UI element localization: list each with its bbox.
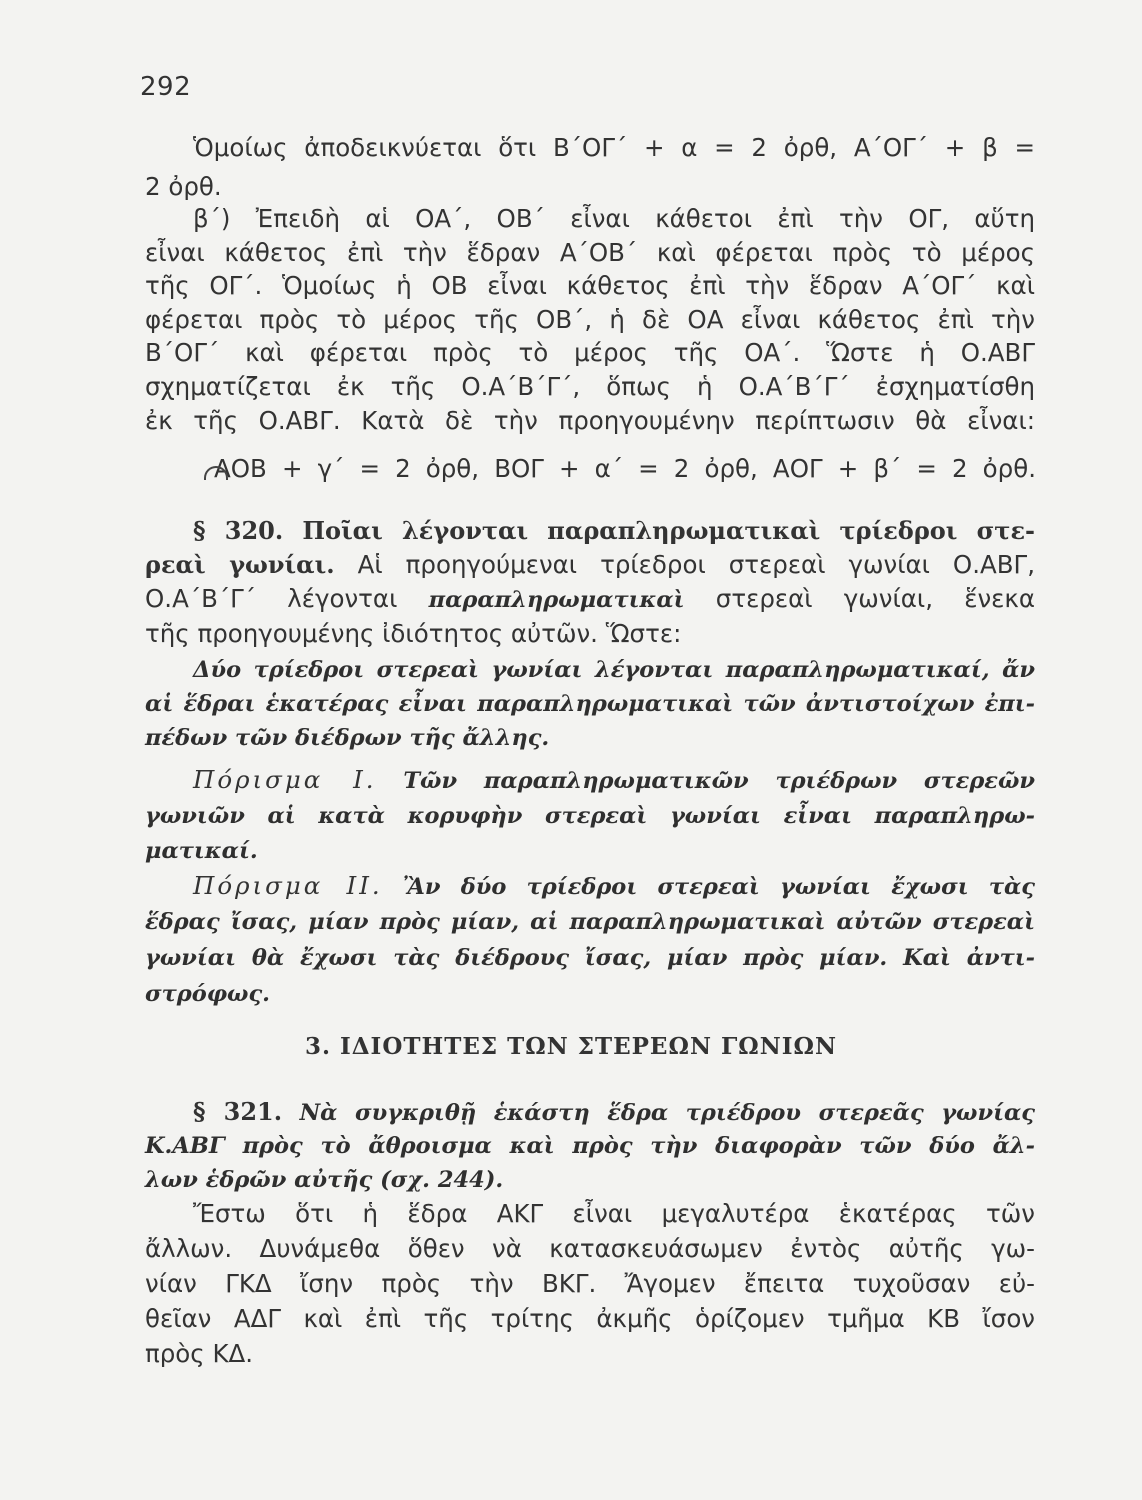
formula-text: ΑΟΒ + γ΄ = 2 ὀρθ, ΒΟΓ + α΄ = 2 ὀρθ, ΑΟΓ + β΄ = 2 ὀρθ. xyxy=(214,454,1036,483)
page-number: 292 xyxy=(140,72,192,102)
text-line-12 xyxy=(145,550,1035,580)
corollary-1-text: Τῶν παραπληρωματικῶν τριέδρων στερεῶν xyxy=(403,768,1036,794)
section-321-number: § 321. xyxy=(193,1097,283,1126)
corollary-1-line-1 xyxy=(193,765,1035,796)
corollary-2-line-2: ἕδρας ἴσας, μίαν πρὸς μίαν, αἱ παραπληρωματικαὶ αὐτῶν στερεαὶ xyxy=(145,909,1035,935)
text-line-8: σχηματίζεται ἐκ τῆς Ο.Α΄Β΄Γ΄, ὅπως ἡ Ο.Α΄Β΄Γ΄ ἐσχηματίσθη xyxy=(145,372,1035,401)
section-320-heading: § 320. Ποῖαι λέγονται παραπληρωματικαὶ τρίεδροι στε- xyxy=(193,516,1035,545)
text-line-29: ἄλλων. Δυνάμεθα ὅθεν νὰ κατασκευάσωμεν ἐντὸς αὐτῆς γω- xyxy=(145,1234,1035,1263)
corollary-2-line-1 xyxy=(193,871,1035,902)
text-line-9: ἐκ τῆς Ο.ΑΒΓ. Κατὰ δὲ τὴν προηγουμένην περίπτωσιν θὰ εἶναι: xyxy=(145,406,1035,435)
section-321-line-1 xyxy=(193,1097,1035,1128)
section-320-text: Αἱ προηγούμεναι τρίεδροι στερεαὶ γωνίαι Ο.ΑΒΓ, xyxy=(357,550,1035,579)
text-line-3: β΄) Ἐπειδὴ αἱ ΟΑ΄, ΟΒ΄ εἶναι κάθετοι ἐπὶ τὴν ΟΓ, αὕτη xyxy=(193,204,1035,233)
section-heading: 3. ΙΔΙΟΤΗΤΕΣ ΤΩΝ ΣΤΕΡΕΩΝ ΓΩΝΙΩΝ xyxy=(304,1033,838,1060)
text-line-31: θεῖαν ΑΔΓ καὶ ἐπὶ τῆς τρίτης ἀκμῆς ὁρίζομεν τμῆμα ΚΒ ἴσον xyxy=(145,1304,1035,1333)
definition-line-1: Δύο τρίεδροι στερεαὶ γωνίαι λέγονται παραπληρωματικαί, ἄν xyxy=(193,657,1035,683)
corollary-1-line-2: γωνιῶν αἱ κατὰ κορυφὴν στερεαὶ γωνίαι εἶναι παραπληρω- xyxy=(145,803,1035,829)
text-line-5: τῆς ΟΓ΄. Ὁμοίως ἡ ΟΒ εἶναι κάθετος ἐπὶ τὴν ἕδραν Α΄ΟΓ΄ καὶ xyxy=(145,271,1035,300)
text-line-6: φέρεται πρὸς τὸ μέρος τῆς ΟΒ΄, ἡ δὲ ΟΑ εἶναι κάθετος ἐπὶ τὴν xyxy=(145,305,1035,334)
section-320-heading-end: ρεαὶ γωνίαι. xyxy=(145,550,335,579)
text-line-32: πρὸς ΚΔ. xyxy=(145,1339,254,1368)
corollary-2-line-4: στρόφως. xyxy=(145,981,271,1007)
corollary-1-label: Πόρισμα Ι. xyxy=(193,765,377,794)
text-line-4: εἶναι κάθετος ἐπὶ τὴν ἕδραν Α΄ΟΒ΄ καὶ φέρεται πρὸς τὸ μέρος xyxy=(145,238,1035,267)
text-span: Ο.Α΄Β΄Γ΄ λέγονται xyxy=(145,584,398,613)
formula-line xyxy=(214,454,1036,484)
section-321-line-3: λων ἑδρῶν αὐτῆς (σχ. 244). xyxy=(145,1167,504,1193)
definition-line-2: αἱ ἕδραι ἑκατέρας εἶναι παραπληρωματικαὶ τῶν ἀντιστοίχων ἐπι- xyxy=(145,691,1035,717)
section-321-text: Νὰ συγκριθῇ ἑκάστη ἕδρα τριέδρου στερεᾶς γωνίας xyxy=(299,1100,1035,1126)
corollary-1-line-3: ματικαί. xyxy=(145,838,258,864)
text-line-14: τῆς προηγουμένης ἰδιότητος αὐτῶν. Ὥστε: xyxy=(145,619,682,648)
corollary-2-line-3: γωνίαι θὰ ἔχωσι τὰς διέδρους ἴσας, μίαν πρὸς μίαν. Καὶ ἀντι- xyxy=(145,945,1035,971)
text-line-7: Β΄ΟΓ΄ καὶ φέρεται πρὸς τὸ μέρος τῆς ΟΑ΄. Ὥστε ἡ Ο.ΑΒΓ xyxy=(145,338,1035,367)
section-321-line-2: Κ.ΑΒΓ πρὸς τὸ ἄθροισμα καὶ πρὸς τὴν διαφορὰν τῶν δύο ἄλ- xyxy=(145,1133,1035,1159)
text-line-2: 2 ὀρθ. xyxy=(145,172,222,201)
term-italic: παραπληρωματικαὶ xyxy=(428,587,685,613)
section-320-title xyxy=(193,516,1035,546)
corollary-2-label: Πόρισμα ΙΙ. xyxy=(193,871,383,900)
text-line-30: νίαν ΓΚΔ ἴσην πρὸς τὴν ΒΚΓ. Ἄγομεν ἔπειτα τυχοῦσαν εὐ- xyxy=(145,1269,1035,1298)
corollary-2-text: Ἂν δύο τρίεδροι στερεαὶ γωνίαι ἔχωσι τὰς xyxy=(402,874,1035,900)
text-line-28: Ἔστω ὅτι ἡ ἕδρα ΑΚΓ εἶναι μεγαλυτέρα ἑκατέρας τῶν xyxy=(193,1199,1035,1228)
text-line-1: Ὁμοίως ἀποδεικνύεται ὅτι Β΄ΟΓ΄ + α = 2 ὀρθ, Α΄ΟΓ΄ + β = xyxy=(193,133,1035,162)
text-span: στερεαὶ γωνίαι, ἕνεκα xyxy=(715,584,1035,613)
text-line-13 xyxy=(145,584,1035,615)
definition-line-3: πέδων τῶν διέδρων τῆς ἄλλης. xyxy=(145,725,550,751)
